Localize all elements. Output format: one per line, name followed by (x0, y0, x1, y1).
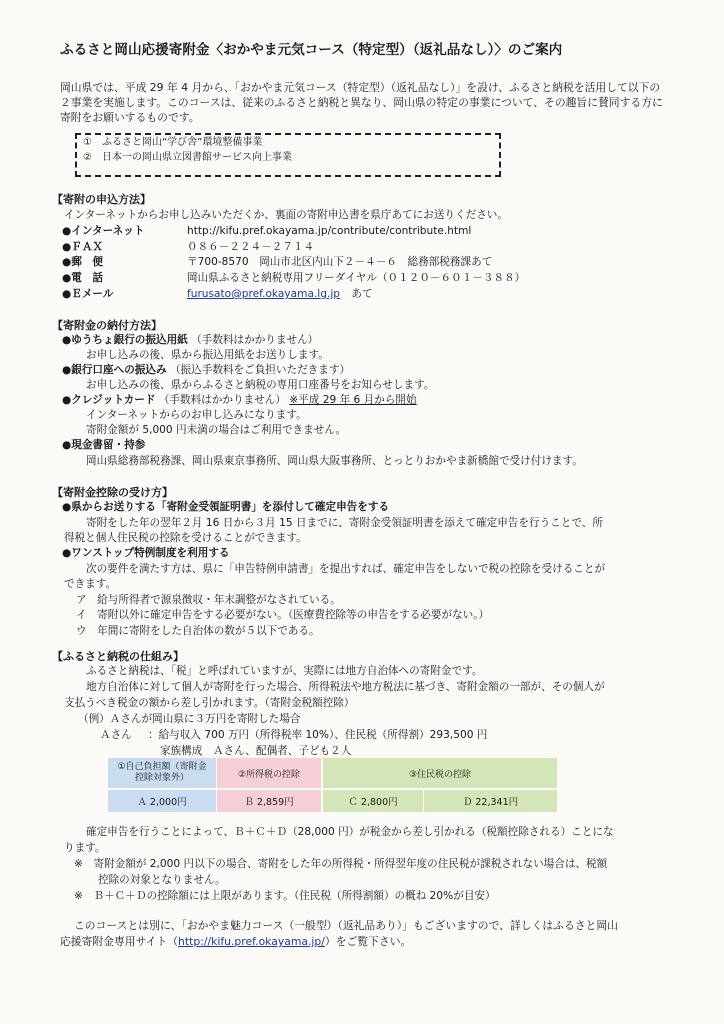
example-income: ：給与収入 700 万円（所得税率 10%）、住民税（所得割）293,500 円 (148, 729, 488, 741)
phone-number: 岡山県ふるさと納税専用フリーダイヤル（０１２０－６０１－３８８） (187, 272, 526, 284)
table-header-resident-tax: ③住民税の控除 (323, 758, 557, 788)
card-desc-1: インターネットからのお申し込みになります。 (86, 409, 307, 421)
cert-title: ●県からお送りする「寄附金受領証明書」を添付して確定申告をする (62, 501, 390, 513)
apply-header: 【寄附の申込方法】 (52, 193, 151, 206)
fax-label: ●ＦＡＸ (62, 241, 104, 253)
email-suffix: あて (351, 288, 373, 300)
footer-line-2-prefix: 応援寄附金専用サイト（ (60, 935, 179, 948)
cash-desc: 岡山県総務部税務課、岡山県東京事務所、岡山県大阪事務所、とっとりおかやま新橋館で受け付けます。 (86, 455, 583, 467)
mechanism-p2a: 地方自治体に対して個人が寄附を行った場合、所得税法や地方税法に基づき、寄附金額の一部が、その個人が (86, 681, 605, 693)
project-box (75, 133, 501, 177)
after-table-1: 確定申告を行うことによって、Ｂ＋Ｃ＋Ｄ（28,000 円）が税金から差し引かれる（税額控除される）ことにな (86, 826, 614, 838)
payment-header: 【寄附金の納付方法】 (52, 319, 162, 332)
phone-label: ●電 話 (62, 272, 104, 284)
card-note: （手数料はかかりません） (158, 394, 286, 406)
onestop-desc-2: できます。 (64, 578, 117, 590)
internet-label: ●インターネット (62, 225, 145, 237)
note-2: ※ Ｂ＋Ｃ＋Ｄの控除額には上限があります。（住民税（所得割額）の概ね 20%が目安） (74, 890, 496, 902)
yucho-note: （手数料はかかりません） (191, 334, 319, 346)
footer-line-2-suffix: ）をご覧下さい。 (324, 935, 412, 948)
mechanism-header: 【ふるさと納税の仕組み】 (52, 650, 184, 663)
project-item: ① ふるさと岡山“学び舎”環境整備事業 (83, 137, 263, 148)
mechanism-p1: ふるさと納税は、「税」と呼ばれていますが、実際には地方自治体への寄附金です。 (86, 665, 483, 677)
card-desc-2: 寄附金額が 5,000 円未満の場合はご利用できません。 (86, 424, 347, 436)
project-item: ② 日本一の岡山県立図書館サービス向上事業 (83, 152, 292, 163)
yucho-title: ●ゆうちょ銀行の振込用紙 (62, 334, 188, 346)
internet-url[interactable]: http://kifu.pref.okayama.jp/contribute/contribute.html (187, 225, 472, 237)
table-cell-c: Ｃ 2,800円 (323, 790, 423, 812)
example-person: Ａさん (100, 729, 132, 741)
deduction-header: 【寄附金控除の受け方】 (52, 486, 173, 499)
bank-note: （振込手数料をご負担いただきます） (169, 364, 351, 376)
example-family: 家族構成 Ａさん、配偶者、子ども２人 (160, 745, 352, 757)
onestop-title: ●ワンストップ特例制度を利用する (62, 547, 230, 559)
email-link[interactable]: furusato@pref.okayama.lg.jp (187, 288, 341, 300)
cert-desc-1: 寄附をした年の翌年２月 16 日から３月 15 日までに、寄附金受領証明書を添えて確定申告を行うことで、所 (86, 517, 603, 529)
note-1b: 控除の対象となりません。 (98, 874, 226, 886)
table-cell-b: Ｂ 2,859円 (217, 790, 321, 812)
cert-desc-2: 得税と個人住民税の控除を受けることができます。 (64, 532, 307, 544)
email-label: ●Ｅメール (62, 288, 114, 300)
footer-site-link[interactable]: http://kifu.pref.okayama.jp/ (178, 935, 325, 948)
example-heading: （例）Ａさんが岡山県に３万円を寄附した場合 (78, 713, 301, 725)
fax-number: ０８６－２２４－２７１４ (187, 241, 315, 253)
onestop-desc-1: 次の要件を満たす方は、県に「申告特例申請書」を提出すれば、確定申告をしないで税の控除を受けることが (86, 563, 606, 575)
table-cell-a: Ａ 2,000円 (108, 790, 216, 812)
bank-title: ●銀行口座への振込み (62, 364, 167, 376)
yucho-desc: お申し込みの後、県から振込用紙をお送りします。 (86, 349, 329, 361)
card-start-note: ※平成 29 年 6 月から開始 (289, 394, 417, 406)
bank-desc: お申し込みの後、県からふるさと納税の専用口座番号をお知らせします。 (86, 379, 435, 391)
mail-label: ●郵 便 (62, 256, 104, 268)
cash-title: ●現金書留・持参 (62, 439, 146, 451)
note-1a: ※ 寄附金額が 2,000 円以下の場合、寄附をした年の所得税・所得翌年度の住民税が課税されない場合は、税額 (74, 858, 608, 870)
table-cell-d: Ｄ 22,341円 (424, 790, 557, 812)
footer-line-1: このコースとは別に、「おかやま魅力コース（一般型）（返礼品あり）」もございますので、詳しくはふるさと岡山 (74, 919, 618, 932)
card-title: ●クレジットカード (62, 394, 156, 406)
requirement-a: ア 給与所得者で源泉徴収・年末調整がなされている。 (76, 594, 341, 606)
after-table-2: ります。 (64, 842, 106, 854)
table-header-self-burden: ①自己負担額（寄附金控除対象外） (108, 758, 216, 788)
mechanism-p2b: 支払うべき税金の額から差し引かれます。（寄附金税額控除） (64, 697, 355, 709)
requirement-u: ウ 年間に寄附をした自治体の数が５以下である。 (76, 625, 320, 637)
intro-paragraph: 岡山県では、平成 29 年 4 月から、「おかやま元気コース（特定型）（返礼品なし）」を設け、ふるさと納税を活用して以下の２事業を実施します。このコースは、従来のふるさと納税と異なり、岡山県の特定の事業について、その趣旨に賛同する方に寄附をお願いするものです。 (60, 81, 663, 124)
mail-address: 〒700-8570 岡山市北区内山下２－４－６ 総務部税務課あて (187, 256, 493, 268)
apply-desc: インターネットからお申し込みいただくか、裏面の寄附申込書を県庁あてにお送りください。 (64, 209, 508, 221)
page-title: ふるさと岡山応援寄附金〈おかやま元気コース（特定型）（返礼品なし）〉のご案内 (60, 42, 563, 58)
table-header-income-tax: ②所得税の控除 (217, 758, 321, 788)
requirement-i: イ 寄附以外に確定申告をする必要がない。（医療費控除等の申告をする必要がない。） (76, 609, 490, 621)
